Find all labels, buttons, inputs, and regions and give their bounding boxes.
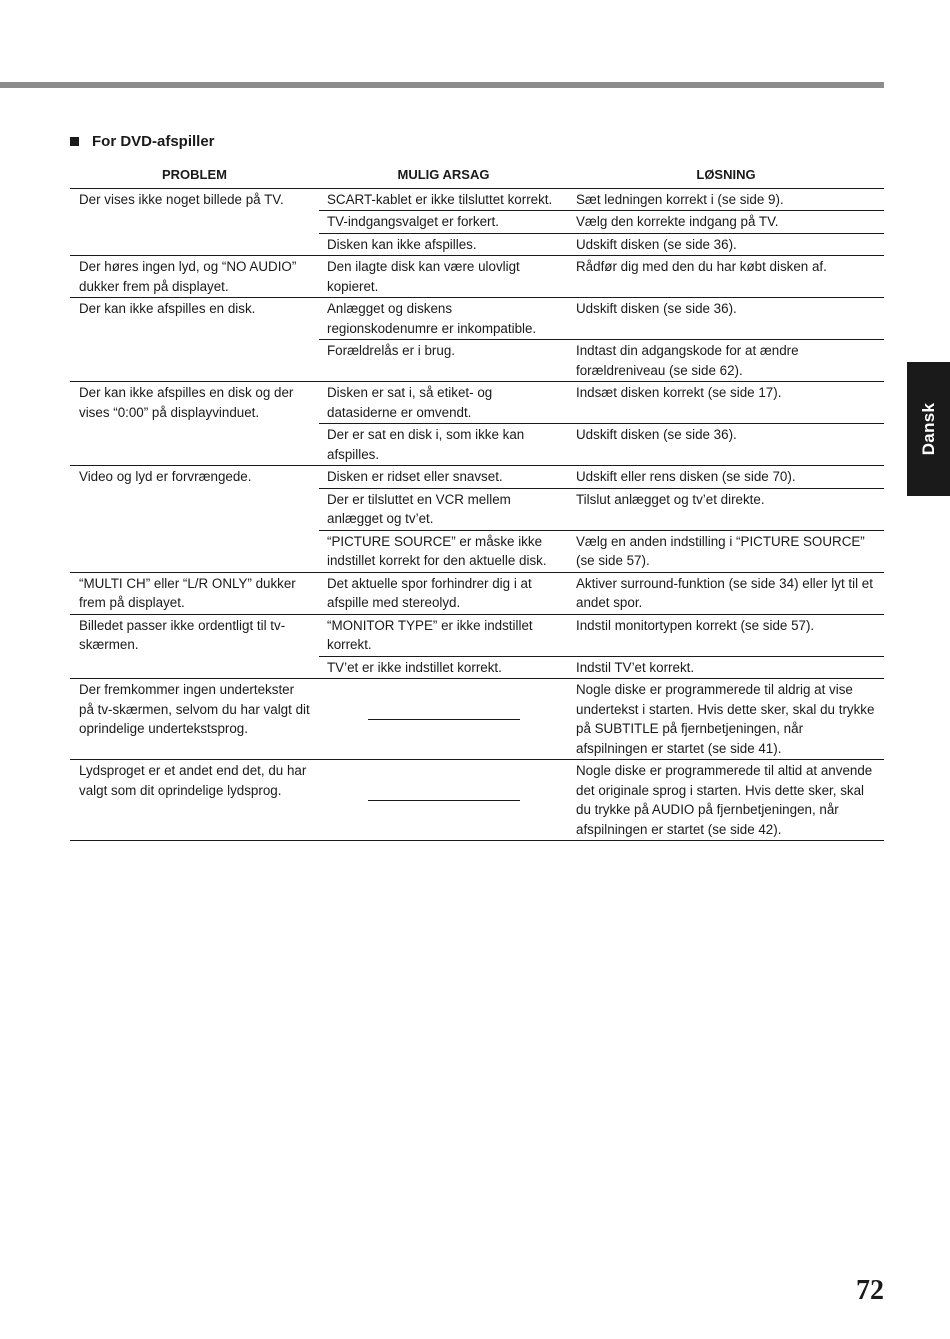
problem-cell: “MULTI CH” eller “L/R ONLY” dukker frem på displayet. — [70, 572, 319, 614]
solution-cell: Vælg den korrekte indgang på TV. — [568, 211, 884, 234]
language-tab — [907, 362, 950, 496]
solution-cell: Indsæt disken korrekt (se side 17). — [568, 382, 884, 424]
solution-cell: Aktiver surround-funktion (se side 34) eller lyt til et andet spor. — [568, 572, 884, 614]
problem-cell: Der vises ikke noget billede på TV. — [70, 188, 319, 256]
solution-cell: Udskift eller rens disken (se side 70). — [568, 466, 884, 489]
table-row — [70, 679, 884, 760]
solution-cell: Udskift disken (se side 36). — [568, 298, 884, 340]
solution-cell: Indtast din adgangskode for at ændre forældreniveau (se side 62). — [568, 340, 884, 382]
cause-cell: “MONITOR TYPE” er ikke indstillet korrekt. — [319, 614, 568, 656]
section-heading — [70, 133, 215, 150]
cause-cell: Forældrelås er i brug. — [319, 340, 568, 382]
top-rule — [0, 82, 884, 88]
table-row — [70, 382, 884, 424]
cause-cell: Der er tilsluttet en VCR mellem anlægget og tv’et. — [319, 488, 568, 530]
cause-cell: Disken er ridset eller snavset. — [319, 466, 568, 489]
solution-cell: Nogle diske er programmerede til altid at anvende det originale sprog i starten. Hvis dette sker, skal du trykke på AUDIO på fjernbetjeningen, når afspilningen er startet (se side 42). — [568, 760, 884, 841]
table-row — [70, 298, 884, 340]
problem-cell: Der kan ikke afspilles en disk. — [70, 298, 319, 382]
problem-cell: Der kan ikke afspilles en disk og der vises “0:00” på displayvinduet. — [70, 382, 319, 466]
cause-cell: Der er sat en disk i, som ikke kan afspilles. — [319, 424, 568, 466]
solution-cell: Rådfør dig med den du har købt disken af. — [568, 256, 884, 298]
language-tab-label: Dansk — [918, 402, 938, 456]
table-row — [70, 760, 884, 841]
solution-cell: Indstil TV’et korrekt. — [568, 656, 884, 679]
problem-cell: Lydsproget er et andet end det, du har valgt som dit oprindelige lydsprog. — [70, 760, 319, 841]
no-cause-dash — [368, 719, 520, 720]
solution-cell: Udskift disken (se side 36). — [568, 233, 884, 256]
table-row — [70, 572, 884, 614]
solution-cell: Tilslut anlægget og tv’et direkte. — [568, 488, 884, 530]
solution-cell: Vælg en anden indstilling i “PICTURE SOURCE” (se side 57). — [568, 530, 884, 572]
problem-cell: Video og lyd er forvrængede. — [70, 466, 319, 573]
solution-cell: Udskift disken (se side 36). — [568, 424, 884, 466]
solution-cell: Indstil monitortypen korrekt (se side 57). — [568, 614, 884, 656]
header-solution: LØSNING — [568, 164, 884, 188]
cause-cell: TV’et er ikke indstillet korrekt. — [319, 656, 568, 679]
cause-cell: Disken kan ikke afspilles. — [319, 233, 568, 256]
cause-cell: Disken er sat i, så etiket- og datasiderne er omvendt. — [319, 382, 568, 424]
cause-cell: Anlægget og diskens regionskodenumre er inkompatible. — [319, 298, 568, 340]
table-header-row — [70, 164, 884, 188]
problem-cell: Der høres ingen lyd, og “NO AUDIO” dukker frem på displayet. — [70, 256, 319, 298]
square-bullet-icon — [70, 137, 79, 146]
page-number: 72 — [856, 1275, 884, 1306]
table-row — [70, 614, 884, 656]
header-problem: PROBLEM — [70, 164, 319, 188]
cause-cell-empty — [319, 679, 568, 760]
problem-cell: Billedet passer ikke ordentligt til tv-skærmen. — [70, 614, 319, 679]
troubleshooting-table — [70, 164, 884, 841]
solution-cell: Sæt ledningen korrekt i (se side 9). — [568, 188, 884, 211]
cause-cell: Den ilagte disk kan være ulovligt kopieret. — [319, 256, 568, 298]
no-cause-dash — [368, 800, 520, 801]
table-row — [70, 188, 884, 211]
solution-cell: Nogle diske er programmerede til aldrig at vise undertekst i starten. Hvis dette sker, skal du trykke på SUBTITLE på fjernbetjeningen, når afspilningen er startet (se side 41). — [568, 679, 884, 760]
header-cause: MULIG ARSAG — [319, 164, 568, 188]
table-row — [70, 466, 884, 489]
cause-cell-empty — [319, 760, 568, 841]
cause-cell: Det aktuelle spor forhindrer dig i at afspille med stereolyd. — [319, 572, 568, 614]
cause-cell: TV-indgangsvalget er forkert. — [319, 211, 568, 234]
cause-cell: “PICTURE SOURCE” er måske ikke indstillet korrekt for den aktuelle disk. — [319, 530, 568, 572]
section-title: For DVD-afspiller — [92, 133, 215, 150]
cause-cell: SCART-kablet er ikke tilsluttet korrekt. — [319, 188, 568, 211]
table-row — [70, 256, 884, 298]
problem-cell: Der fremkommer ingen undertekster på tv-skærmen, selvom du har valgt dit oprindelige undertekstsprog. — [70, 679, 319, 760]
